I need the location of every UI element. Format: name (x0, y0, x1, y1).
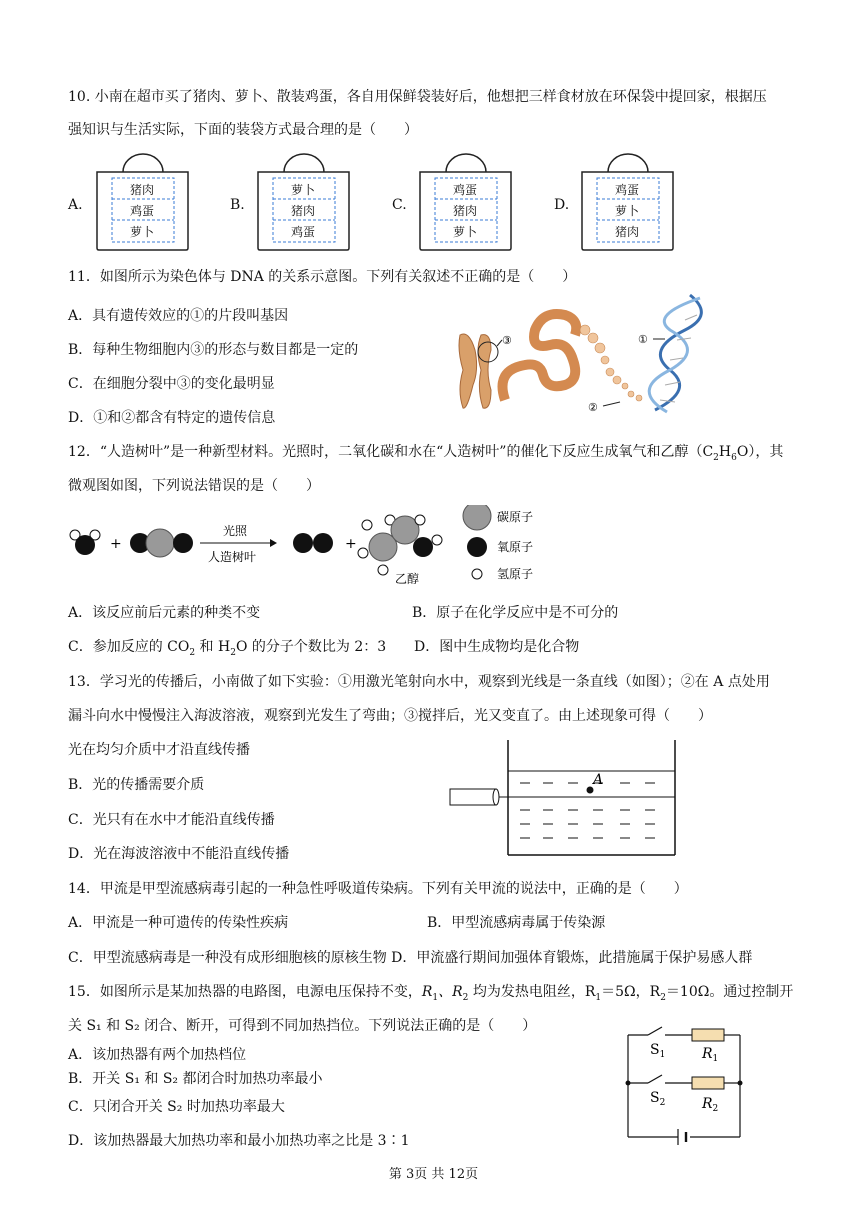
switch-s1-label: $S_1$ (650, 1042, 666, 1060)
bag-a-item-3: 萝卜 (130, 225, 155, 239)
q11-option-b[interactable]: B．每种生物细胞内③的形态与数目都是一定的 (68, 342, 359, 358)
resistor-r1-label: $R_1$ (702, 1046, 719, 1064)
q15-line1: 15．如图所示是某加热器的电路图，电源电压保持不变，$R_1$、$R_2$ 均为发热电阻丝，$R_1=5\Omega$，$R_2=10\Omega$。通过控制开 (68, 984, 794, 1003)
plus-sign-1: + (110, 536, 122, 552)
q10-line1: 10. 小南在超市买了猪肉、萝卜、散装鸡蛋，各自用保鲜袋装好后，他想把三样食材放在环保袋中提回家，根据压 (68, 89, 767, 105)
legend-oxygen: 氧原子 (497, 540, 534, 554)
bag-c-item-1: 鸡蛋 (453, 183, 478, 197)
q12-option-b[interactable]: B．原子在化学反应中是不可分的 (412, 605, 619, 621)
q11-stem: 11．如图所示为染色体与 DNA 的关系示意图。下列有关叙述不正确的是（ ） (68, 269, 577, 285)
bag-d-label[interactable]: D. (554, 197, 570, 213)
q14-option-a[interactable]: A．甲流是一种可遗传的传染性疾病 (68, 915, 289, 931)
bag-b-label[interactable]: B. (230, 197, 245, 213)
bag-b-item-1: 萝卜 (291, 183, 316, 197)
product-label-ethanol: 乙醇 (395, 572, 420, 585)
q15-option-b[interactable]: B．开关 S₁ 和 S₂ 都闭合时加热功率最小 (68, 1071, 323, 1087)
q15-option-a[interactable]: A．该加热器有两个加热档位 (68, 1047, 247, 1063)
heater-circuit-figure (620, 1020, 750, 1145)
q12-line1: 12．“人造树叶”是一种新型材料。光照时，二氧化碳和水在“人造树叶”的催化下反应生成氧气和乙醇$(C_2H_6O)$，其 (68, 444, 784, 463)
q11-option-d[interactable]: D．①和②都含有特定的遗传信息 (68, 410, 276, 426)
bag-a-label[interactable]: A. (68, 197, 83, 213)
q13-line1: 13．学习光的传播后，小南做了如下实验：①用激光笔射向水中，观察到光线是一条直线（如图）；②在 A 点处用 (68, 674, 770, 690)
q13-line2: 漏斗向水中慢慢注入海波溶液，观察到光发生了弯曲；③搅拌后，光又变直了。由上述现象可得（ ） (68, 708, 712, 724)
bag-c-item-2: 猪肉 (453, 204, 478, 218)
q14-option-b[interactable]: B．甲型流感病毒属于传染源 (427, 915, 606, 931)
q14-stem: 14．甲流是甲型流感病毒引起的一种急性呼吸道传染病。下列有关甲流的说法中，正确的是（ ） (68, 881, 688, 897)
q15-option-d[interactable]: D．该加热器最大加热功率和最小加热功率之比是 3∶1 (68, 1133, 410, 1149)
q11-option-a[interactable]: A．具有遗传效应的①的片段叫基因 (68, 308, 289, 324)
plus-sign-2: + (345, 536, 357, 552)
switch-s2-label: $S_2$ (650, 1090, 666, 1108)
bag-a-item-2: 鸡蛋 (130, 204, 155, 218)
bag-c-item-3: 萝卜 (453, 225, 478, 239)
q10-line2: 强知识与生活实际，下面的装袋方式最合理的是（ ） (68, 122, 418, 138)
q12-line2: 微观图如图，下列说法错误的是（ ） (68, 478, 320, 494)
chromosome-dna-figure (455, 290, 710, 425)
legend-carbon: 碳原子 (497, 510, 534, 524)
q11-option-c[interactable]: C．在细胞分裂中③的变化最明显 (68, 376, 275, 392)
marker-3: ③ (502, 334, 512, 347)
bag-d-item-3: 猪肉 (615, 225, 640, 239)
bag-d-item-1: 鸡蛋 (615, 183, 640, 197)
q14-option-cd[interactable]: C．甲型流感病毒是一种没有成形细胞核的原核生物 D．甲流盛行期间加强体育锻炼，此措施属于保护易感人群 (68, 950, 753, 966)
bag-b-item-2: 猪肉 (291, 204, 316, 218)
marker-1: ① (638, 333, 648, 346)
marker-2: ② (588, 401, 598, 414)
q13-option-a[interactable]: 光在均匀介质中才沿直线传播 (68, 742, 250, 758)
bag-c-label[interactable]: C. (392, 197, 407, 213)
q12-option-a[interactable]: A．该反应前后元素的种类不变 (68, 605, 261, 621)
q12-option-d[interactable]: D．图中生成物均是化合物 (414, 639, 580, 655)
reaction-diagram (65, 505, 555, 585)
q13-option-b[interactable]: B．光的传播需要介质 (68, 777, 205, 793)
q15-option-c[interactable]: C．只闭合开关 S₂ 时加热功率最大 (68, 1099, 285, 1115)
laser-water-tank-figure (448, 738, 678, 860)
point-a-label: A (593, 772, 604, 788)
q12-option-c[interactable]: C．参加反应的 $CO_2$ 和 $H_2O$ 的分子个数比为 2：3 (68, 639, 387, 658)
q13-option-c[interactable]: C．光只有在水中才能沿直线传播 (68, 812, 275, 828)
q13-option-d[interactable]: D．光在海波溶液中不能沿直线传播 (68, 846, 290, 862)
reaction-condition-bottom: 人造树叶 (208, 550, 257, 564)
legend-hydrogen: 氢原子 (497, 567, 534, 581)
bag-b-item-3: 鸡蛋 (291, 225, 316, 239)
resistor-r2-label: $R_2$ (702, 1096, 719, 1114)
bag-a-item-1: 猪肉 (130, 183, 155, 197)
bag-d-item-2: 萝卜 (615, 204, 640, 218)
page-footer: 第 3页 共 12页 (388, 1167, 479, 1182)
q15-line2: 关 S₁ 和 S₂ 闭合、断开，可得到不同加热挡位。下列说法正确的是（ ） (68, 1018, 537, 1034)
reaction-condition-top: 光照 (223, 524, 248, 538)
